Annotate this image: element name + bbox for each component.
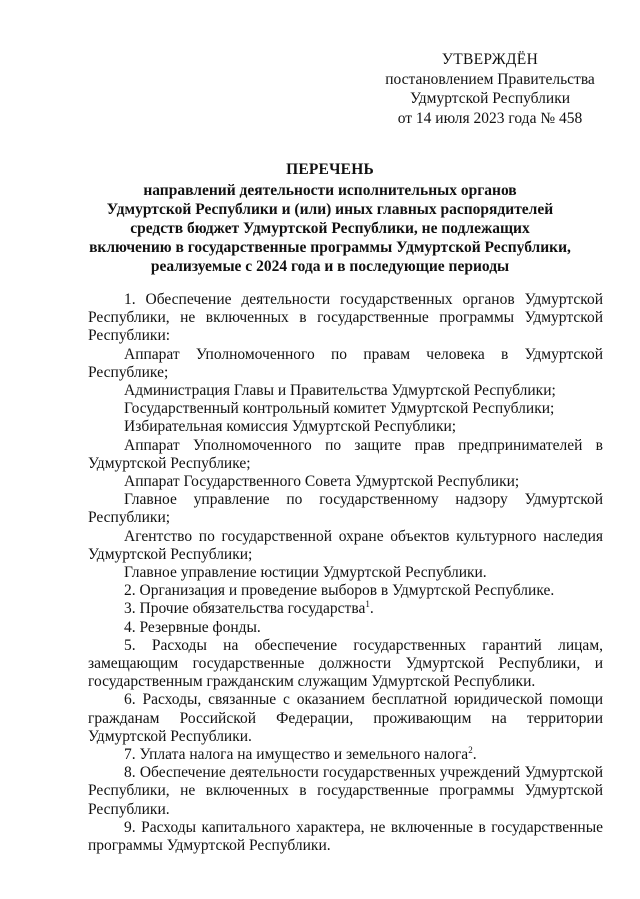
document-title: ПЕРЕЧЕНЬ xyxy=(286,161,374,178)
document-body xyxy=(88,291,603,855)
item-ending: . xyxy=(472,746,477,764)
list-item-text: 3. Прочие обязательства государства xyxy=(124,600,366,618)
list-item-with-footnote xyxy=(88,600,603,618)
list-item: 1. Обеспечение деятельности государственных органов Удмуртской Республики, не включенных в государственные программы Удмуртской Республики: xyxy=(88,291,603,345)
list-item: 5. Расходы на обеспечение государственных гарантий лицам, замещающим государственные должности Удмуртской Республики, и государственным гражданским служащим Удмуртской Республики. xyxy=(88,636,603,691)
approval-line-3: от 14 июля 2023 года № 458 xyxy=(397,109,583,127)
list-item: Аппарат Уполномоченного по правам человека в Удмуртской Республике; xyxy=(88,345,603,381)
heading-line-3: средств бюджет Удмуртской Республики, не подлежащих xyxy=(130,220,530,237)
heading-line-1: направлений деятельности исполнительных органов xyxy=(143,182,517,199)
approval-title: УТВЕРЖДЁН xyxy=(441,51,539,68)
approval-stamp xyxy=(380,50,600,128)
document-heading xyxy=(80,160,580,276)
approval-line-2: Удмуртской Республики xyxy=(409,90,571,107)
approval-line-1: постановлением Правительства xyxy=(385,70,595,88)
list-item: Агентство по государственной охране объектов культурного наследия Удмуртской Республики; xyxy=(88,527,603,563)
list-item-text: 7. Уплата налога на имущество и земельного налога xyxy=(124,746,469,764)
list-item: 2. Организация и проведение выборов в Удмуртской Республике. xyxy=(124,582,555,600)
list-item: Главное управление по государственному надзору Удмуртской Республики; xyxy=(88,491,603,527)
list-item: 9. Расходы капитального характера, не включенные в государственные программы Удмуртской Республики. xyxy=(88,818,603,855)
heading-line-5: реализуемые с 2024 года и в последующие периоды xyxy=(150,258,510,275)
footnote-mark: 2 xyxy=(468,744,473,755)
list-item: Администрация Главы и Правительства Удмуртской Республики; xyxy=(124,382,556,400)
footnote-mark: 1 xyxy=(365,599,370,610)
heading-line-2: Удмуртской Республики и (или) иных главных распорядителей xyxy=(106,201,554,218)
list-item: Аппарат Уполномоченного по защите прав предпринимателей в Удмуртской Республике; xyxy=(88,436,603,472)
list-item: Государственный контрольный комитет Удмуртской Республики; xyxy=(124,400,555,418)
list-item: Аппарат Государственного Совета Удмуртской Республики; xyxy=(124,473,520,491)
item-ending: . xyxy=(369,600,374,618)
heading-line-4: включению в государственные программы Удмуртской Республики, xyxy=(89,239,571,256)
list-item: 8. Обеспечение деятельности государственных учреждений Удмуртской Республики, не включенных в государственные программы Удмуртской Республики. xyxy=(88,764,603,818)
list-item: 6. Расходы, связанные с оказанием бесплатной юридической помощи гражданам Российской Федерации, проживающим на территории Удмуртской Республики. xyxy=(88,691,603,745)
list-item-with-footnote xyxy=(88,746,603,764)
list-item: Избирательная комиссия Удмуртской Республики; xyxy=(124,418,457,436)
list-item: Главное управление юстиции Удмуртской Республики. xyxy=(124,564,487,582)
list-item: 4. Резервные фонды. xyxy=(124,618,261,636)
